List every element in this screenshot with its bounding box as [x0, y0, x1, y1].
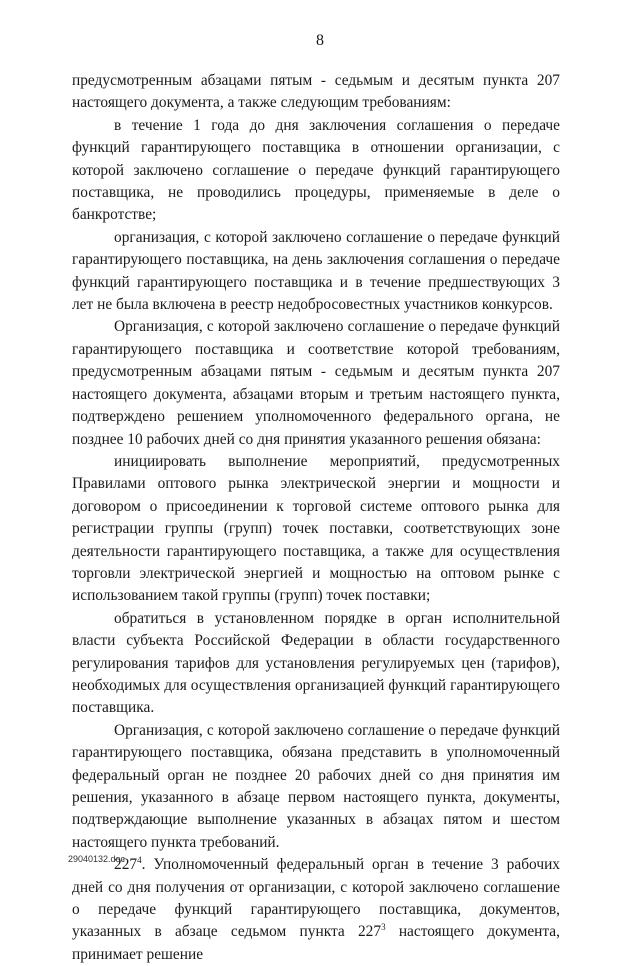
paragraph: обратиться в установленном порядке в орган исполнительной власти субъекта Российской Федерации в области государственного регулирования тарифов для установления регулируемых цен (тарифов), необходимых для осуществления организацией функций гарантирующего поставщика. — [72, 609, 560, 717]
document-body — [72, 70, 560, 966]
clause-text-continued: настоящего документа, принимает решение — [72, 923, 560, 963]
paragraph: Организация, с которой заключено соглашение о передаче функций гарантирующего поставщика, обязана представить в уполномоченный федеральный орган не позднее 20 рабочих дней со дня принятия им решения, указанного в абзаце первом настоящего пункта, документы, подтверждающие выполнение указанных в абзацах пятом и шестом настоящего пункта требований. — [72, 721, 560, 851]
clause-text: . Уполномоченный федеральный орган в течение 3 рабочих дней со дня получения от организации, с которой заключено соглашение о передаче функций гарантирующего поставщика, документов, указанных в абзаце седьмом пункта 227 — [72, 856, 560, 941]
paragraph: в течение 1 года до дня заключения соглашения о передаче функций гарантирующего поставщика в отношении организации, с которой заключено соглашение о передаче функций гарантирующего поставщика, не проводились процедуры, применяемые в деле о банкротстве; — [72, 116, 560, 224]
paragraph: организация, с которой заключено соглашение о передаче функций гарантирующего поставщика, на день заключения соглашения о передаче функций гарантирующего поставщика и в течение предшествующих 3 лет не была включена в реестр недобросовестных участников конкурсов. — [72, 228, 560, 314]
paragraph-227-4 — [72, 854, 560, 966]
file-name-footer: 29040132.doc — [68, 854, 126, 864]
paragraph: Организация, с которой заключено соглашение о передаче функций гарантирующего поставщика и соответствие которой требованиям, предусмотренным абзацами пятым - седьмым и десятым пункта 207 настоящего документа, абзацами вторым и третьим настоящего пункта, подтверждено решением уполномоченного федерального органа, не позднее 10 рабочих дней со дня принятия указанного решения обязана: — [72, 318, 560, 448]
clause-number: 227 — [114, 856, 138, 874]
page-number: 8 — [316, 32, 324, 49]
paragraph: предусмотренным абзацами пятым - седьмым и десятым пункта 207 настоящего документа, а также следующим требованиям: — [72, 72, 560, 112]
paragraph: инициировать выполнение мероприятий, предусмотренных Правилами оптового рынка электрической энергии и мощности и договором о присоединении к торговой системе оптового рынка для регистрации группы (групп) точек поставки, соответствующих зоне деятельности гарантирующего поставщика, а также для осуществления торговли электрической энергией и мощностью на оптовом рынке с использованием такой группы (групп) точек поставки; — [72, 452, 560, 605]
reference-superscript: 3 — [381, 922, 386, 933]
clause-number-superscript: 4 — [137, 855, 142, 866]
